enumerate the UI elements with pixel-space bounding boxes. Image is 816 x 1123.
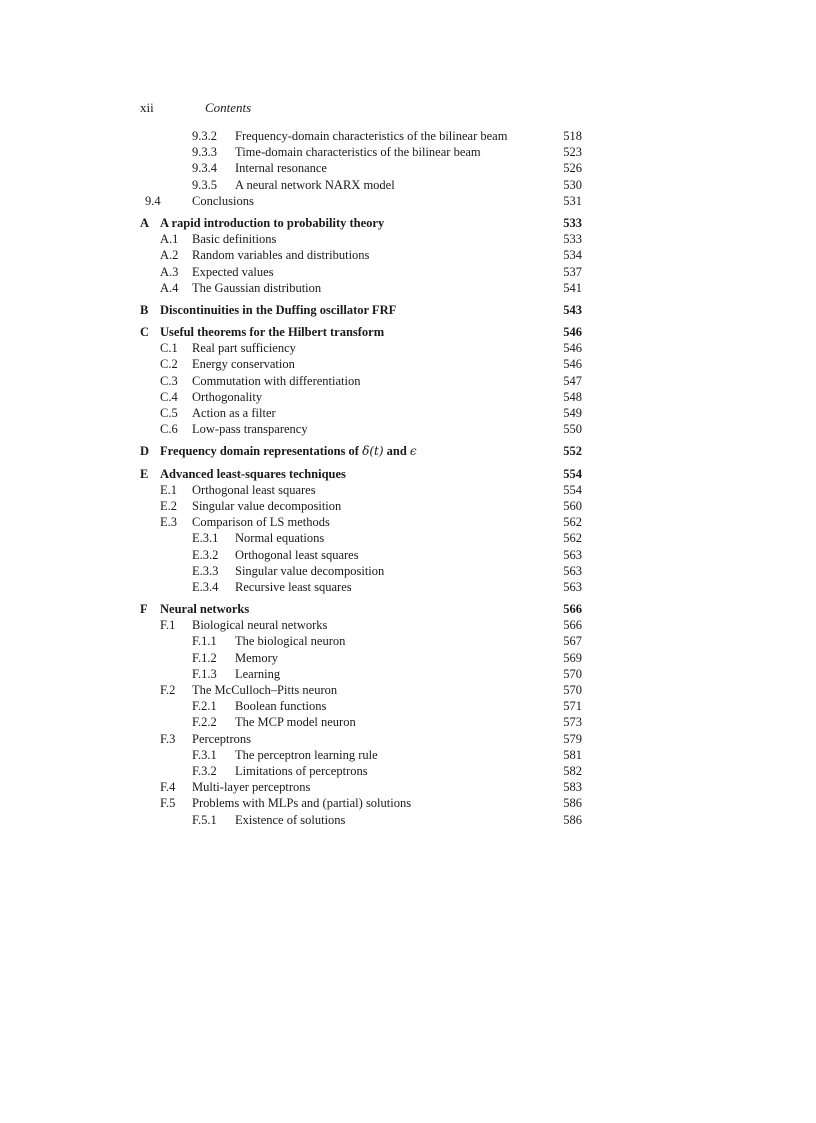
toc-entry[interactable] (140, 698, 582, 714)
toc-entry-number: 9.4 (145, 193, 161, 208)
toc-entry-number: F.2 (160, 683, 176, 697)
toc-entry[interactable] (140, 514, 582, 530)
running-header (140, 100, 600, 116)
toc-entry-page: 560 (563, 498, 582, 513)
toc-entry-page: 581 (563, 747, 582, 762)
toc-entry-page: 537 (563, 264, 582, 279)
toc-entry-number: C (140, 325, 150, 340)
toc-entry-title: Energy conservation (192, 357, 295, 372)
toc-entry-number: F.1.2 (192, 650, 217, 665)
toc-entry[interactable] (140, 763, 582, 779)
running-title: Contents (205, 100, 252, 115)
toc-entry-number: F.1.1 (192, 634, 217, 649)
toc-entry-page: 567 (563, 634, 582, 649)
toc-entry-title: Orthogonal least squares (235, 547, 359, 562)
table-of-contents (140, 128, 582, 828)
toc-entry-page: 518 (563, 129, 582, 143)
toc-entry-number: C.1 (160, 341, 178, 356)
toc-entry[interactable] (140, 280, 582, 296)
toc-entry[interactable] (140, 617, 582, 633)
toc-entry-title: Orthogonal least squares (192, 482, 316, 497)
toc-entry-number: E.3.1 (192, 531, 219, 546)
math-delta-t: δ(t) (362, 444, 384, 459)
toc-entry-number: E.3.4 (192, 579, 219, 594)
toc-appendix-entry[interactable] (140, 302, 582, 318)
toc-entry[interactable] (140, 682, 582, 698)
toc-entry[interactable] (140, 193, 582, 209)
toc-entry-number: F.5.1 (192, 812, 217, 827)
toc-entry-title: Useful theorems for the Hilbert transform (160, 325, 385, 340)
toc-entry-number: C.3 (160, 373, 178, 388)
toc-entry-page: 546 (563, 357, 582, 372)
toc-entry-number: F.5 (160, 796, 176, 811)
page-folio: xii (140, 100, 154, 115)
toc-entry-title: Singular value decomposition (235, 563, 385, 578)
toc-entry-title: Random variables and distributions (192, 248, 370, 263)
toc-entry-number: C.5 (160, 406, 178, 420)
toc-entry-page: 534 (563, 248, 582, 263)
toc-entry-title: The Gaussian distribution (192, 280, 322, 295)
toc-entry-page: 548 (563, 389, 582, 404)
toc-entry-page: 570 (563, 666, 582, 681)
toc-entry-title: Existence of solutions (235, 812, 346, 827)
toc-entry-page: 563 (563, 579, 582, 594)
toc-entry[interactable] (140, 231, 582, 247)
toc-entry-number: F.1.3 (192, 666, 217, 681)
toc-entry-number: F.3.1 (192, 747, 217, 762)
toc-entry-title: Biological neural networks (192, 618, 328, 633)
toc-entry-title: Advanced least-squares techniques (160, 466, 346, 481)
toc-entry-number: E.3 (160, 515, 178, 530)
toc-entry-page: 579 (563, 731, 582, 746)
toc-entry-page: 563 (563, 563, 582, 578)
toc-entry[interactable] (140, 405, 582, 421)
toc-entry-page: 586 (563, 796, 582, 811)
toc-entry-page: 566 (563, 618, 582, 633)
toc-entry[interactable] (140, 421, 582, 437)
toc-entry[interactable] (140, 650, 582, 666)
toc-entry-title: Time-domain characteristics of the bilinear beam (235, 145, 481, 160)
toc-entry-number: E.3.3 (192, 563, 219, 578)
toc-entry-number: 9.3.3 (192, 145, 217, 160)
toc-entry[interactable] (140, 482, 582, 498)
toc-entry-page: 533 (563, 232, 582, 247)
toc-entry-title-connector: and (383, 444, 410, 459)
toc-entry-title: Limitations of perceptrons (235, 763, 368, 778)
toc-entry-title: The biological neuron (235, 634, 346, 649)
toc-entry-number: C.4 (160, 389, 178, 404)
toc-entry-title: Expected values (192, 264, 274, 279)
toc-entry-page: 550 (563, 422, 582, 437)
toc-entry-title: The McCulloch–Pitts neuron (192, 683, 338, 697)
toc-entry-number: C.6 (160, 422, 178, 437)
toc-entry[interactable] (140, 389, 582, 405)
toc-entry-number: F.2.2 (192, 715, 217, 730)
toc-entry-title: Boolean functions (235, 699, 327, 714)
toc-entry-page: 554 (563, 466, 582, 481)
toc-entry-number: F.2.1 (192, 699, 217, 714)
toc-entry-title: Low-pass transparency (192, 422, 308, 437)
toc-entry[interactable] (140, 340, 582, 356)
toc-entry[interactable] (140, 547, 582, 563)
toc-entry-page: 586 (563, 812, 582, 827)
toc-entry-page: 546 (563, 341, 582, 356)
toc-entry-page: 552 (563, 444, 582, 459)
toc-entry-page: 571 (563, 699, 582, 714)
toc-appendix-entry[interactable] (140, 466, 582, 482)
toc-entry-title: A neural network NARX model (235, 177, 395, 192)
toc-entry[interactable] (140, 579, 582, 595)
toc-entry[interactable] (140, 530, 582, 546)
toc-entry-page: 543 (563, 302, 582, 317)
toc-entry-number: E.1 (160, 482, 178, 497)
toc-entry-page: 569 (563, 650, 582, 665)
toc-entry[interactable] (140, 714, 582, 730)
toc-entry-title: Problems with MLPs and (partial) solutions (192, 796, 412, 811)
toc-entry-title: Singular value decomposition (192, 498, 342, 513)
toc-entry-number: F (140, 602, 148, 617)
toc-entry-number: A (140, 215, 150, 230)
toc-entry-number: 9.3.5 (192, 177, 217, 192)
toc-entry-page: 533 (563, 215, 582, 230)
toc-entry-title: Internal resonance (235, 161, 327, 176)
toc-entry-title: The perceptron learning rule (235, 747, 378, 762)
toc-entry-number: A.4 (160, 280, 179, 295)
toc-entry[interactable] (140, 779, 582, 795)
toc-entry[interactable] (140, 731, 582, 747)
toc-entry-page: 531 (563, 193, 582, 208)
toc-entry-title: Memory (235, 650, 279, 665)
toc-entry[interactable] (140, 795, 582, 811)
toc-entry[interactable] (140, 666, 582, 682)
toc-entry-title: Basic definitions (192, 232, 277, 247)
toc-entry-number: E.2 (160, 498, 178, 513)
toc-entry[interactable] (140, 264, 582, 280)
toc-entry-title: Commutation with differentiation (192, 373, 361, 388)
toc-entry-page: 554 (563, 482, 582, 497)
toc-entry-page: 546 (563, 325, 582, 340)
toc-appendix-entry[interactable] (140, 601, 582, 617)
toc-entry-number: A.3 (160, 264, 179, 279)
toc-entry-number: F.1 (160, 618, 176, 633)
toc-entry-number: 9.3.2 (192, 129, 217, 143)
toc-entry-title: Multi-layer perceptrons (192, 780, 311, 795)
toc-entry-title: Recursive least squares (235, 579, 352, 594)
toc-entry-title: Neural networks (160, 602, 250, 617)
toc-entry-title: A rapid introduction to probability theory (160, 215, 385, 230)
toc-entry[interactable] (140, 373, 582, 389)
toc-entry-title: Perceptrons (192, 731, 252, 746)
toc-entry-page: 562 (563, 531, 582, 546)
toc-entry-title-text: Frequency domain representations of (160, 444, 363, 459)
toc-entry-number: E.3.2 (192, 547, 219, 562)
toc-entry-title: Real part sufficiency (192, 341, 296, 356)
toc-entry-number: A.1 (160, 232, 179, 247)
toc-entry-page: 583 (563, 780, 582, 795)
toc-entry-page: 530 (563, 177, 582, 192)
toc-entry-number: C.2 (160, 357, 178, 372)
toc-entry-page: 549 (563, 406, 582, 420)
toc-entry-page: 526 (563, 161, 582, 176)
toc-entry-title: Discontinuities in the Duffing oscillator FRF (160, 302, 397, 317)
toc-entry-title: Orthogonality (192, 389, 263, 404)
toc-entry-title: Frequency-domain characteristics of the bilinear beam (235, 129, 508, 143)
toc-entry-title: Normal equations (235, 531, 325, 546)
toc-entry-page: 573 (563, 715, 582, 730)
toc-entry-title: Learning (235, 666, 281, 681)
toc-entry[interactable] (140, 633, 582, 649)
toc-entry-number: D (140, 444, 150, 459)
toc-entry[interactable] (140, 563, 582, 579)
toc-entry-title: Conclusions (192, 193, 254, 208)
toc-entry-number: F.3 (160, 731, 176, 746)
toc-entry-page: 523 (563, 145, 582, 160)
toc-entry-number: F.3.2 (192, 763, 217, 778)
toc-entry-page: 547 (563, 373, 582, 388)
math-epsilon: ϵ (409, 444, 417, 459)
toc-entry[interactable] (140, 498, 582, 514)
toc-entry[interactable] (140, 160, 582, 176)
toc-entry-number: 9.3.4 (192, 161, 217, 176)
toc-entry-number: A.2 (160, 248, 179, 263)
toc-entry-title: Comparison of LS methods (192, 515, 330, 530)
toc-entry-title (160, 443, 417, 459)
toc-entry-page: 562 (563, 515, 582, 530)
toc-appendix-entry[interactable] (140, 443, 582, 459)
toc-entry[interactable] (140, 812, 582, 828)
toc-entry-number: E (140, 466, 149, 481)
toc-entry-page: 582 (563, 763, 582, 778)
toc-entry-number: F.4 (160, 780, 176, 795)
toc-appendix-entry[interactable] (140, 324, 582, 340)
toc-entry[interactable] (140, 247, 582, 263)
toc-entry-page: 566 (563, 602, 582, 617)
toc-entry-title: Action as a filter (192, 406, 276, 420)
toc-entry-page: 570 (563, 683, 582, 697)
toc-entry[interactable] (140, 128, 582, 144)
toc-entry-page: 563 (563, 547, 582, 562)
toc-entry[interactable] (140, 144, 582, 160)
toc-entry[interactable] (140, 177, 582, 193)
toc-entry-number: B (140, 302, 149, 317)
toc-entry[interactable] (140, 356, 582, 372)
toc-entry[interactable] (140, 747, 582, 763)
toc-appendix-entry[interactable] (140, 215, 582, 231)
toc-entry-title: The MCP model neuron (235, 715, 356, 730)
toc-entry-page: 541 (563, 280, 582, 295)
